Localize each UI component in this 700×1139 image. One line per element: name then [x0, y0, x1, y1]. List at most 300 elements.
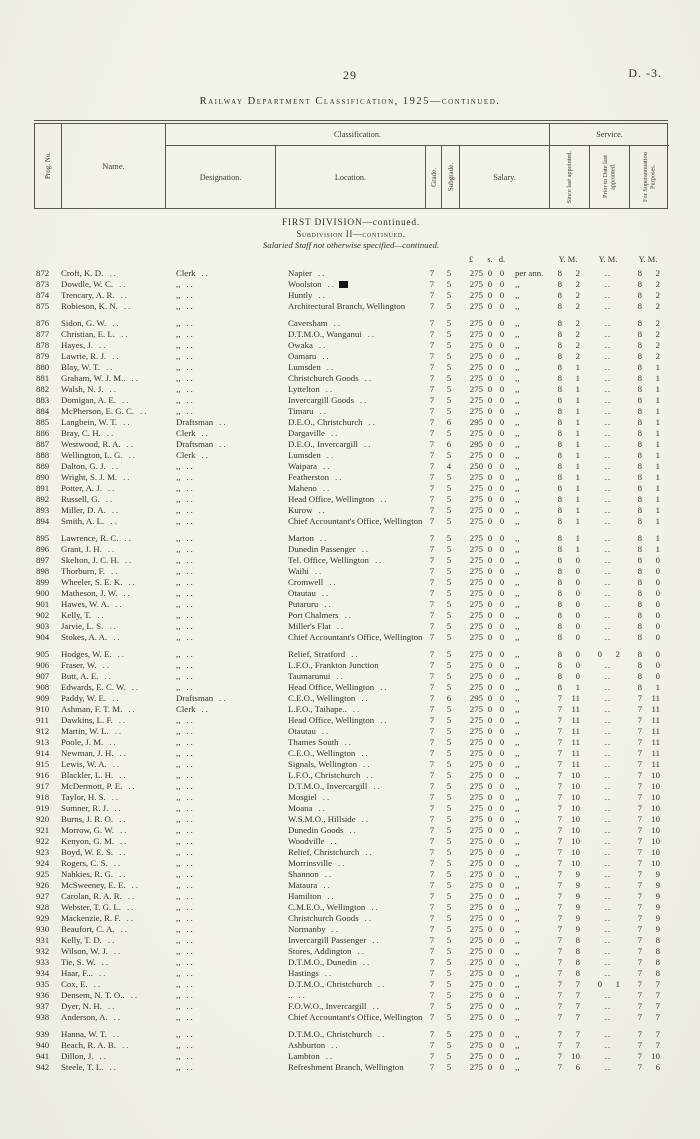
- row-prog-no: 878: [36, 340, 50, 350]
- row-salary-pence: 0: [499, 516, 505, 526]
- leader-dots: ..: [330, 836, 339, 846]
- row-per-annum: ,,: [515, 362, 520, 372]
- service-months: 1: [575, 682, 580, 692]
- row-service-prior: [588, 472, 628, 483]
- row-prog-no: 913: [36, 737, 50, 747]
- table-row: [34, 781, 668, 792]
- row-subgrade: 5: [446, 621, 452, 631]
- row-subgrade: 5: [446, 516, 452, 526]
- row-salary-pounds: 250: [469, 461, 483, 471]
- row-grade: 7: [429, 979, 435, 989]
- row-name: Ashman, F. T. M. ..: [61, 704, 137, 714]
- row-salary-pence: 0: [499, 715, 505, 725]
- row-location: Lambton ..: [288, 1051, 335, 1061]
- row-prog-no: 880: [36, 362, 50, 372]
- service-months: 10: [651, 781, 660, 791]
- service-years: 8: [557, 494, 562, 504]
- row-salary-shillings: 0: [487, 1040, 493, 1050]
- row-location: Cromwell ..: [288, 577, 338, 587]
- row-service-prior: [588, 268, 628, 279]
- row-location: Signals, Wellington ..: [288, 759, 372, 769]
- header-subgrade-label: Subgrade.: [446, 162, 455, 192]
- row-name: Hodges, W. E. ..: [61, 649, 126, 659]
- row-salary-shillings: 0: [487, 671, 493, 681]
- row-service-prior: [588, 632, 628, 643]
- service-years: 8: [637, 533, 642, 543]
- row-salary-pounds: 275: [469, 301, 483, 311]
- row-service-prior: [588, 505, 628, 516]
- row-service-since: [548, 450, 588, 461]
- service-years: 8: [557, 544, 562, 554]
- row-service-since: [548, 902, 588, 913]
- row-prog-no: 928: [36, 902, 50, 912]
- row-salary-pounds: 275: [469, 362, 483, 372]
- row-service-super: [628, 891, 668, 902]
- service-years: 8: [557, 505, 562, 515]
- row-salary-shillings: 0: [487, 621, 493, 631]
- row-location: Dunedin Passenger ..: [288, 544, 371, 554]
- row-service-since: [548, 384, 588, 395]
- row-location: C.M.E.O., Wellington ..: [288, 902, 380, 912]
- row-service-super: [628, 880, 668, 891]
- leader-dots: ..: [219, 693, 228, 703]
- row-subgrade: 5: [446, 544, 452, 554]
- row-subgrade: 5: [446, 913, 452, 923]
- service-months: 9: [575, 913, 580, 923]
- service-months: 1: [655, 494, 660, 504]
- row-location: C.E.O., Wellington ..: [288, 748, 370, 758]
- leader-dots: ..: [380, 682, 389, 692]
- leader-dots: ..: [119, 869, 128, 879]
- row-prog-no: 923: [36, 847, 50, 857]
- leader-dots: ..: [123, 301, 133, 311]
- leader-dots: ..: [351, 649, 360, 659]
- table-row: [34, 351, 668, 362]
- row-per-annum: ,,: [515, 880, 520, 890]
- row-grade: 7: [429, 693, 435, 703]
- row-subgrade: 5: [446, 1062, 452, 1072]
- leader-dots: ..: [186, 748, 195, 758]
- row-service-since: [548, 825, 588, 836]
- service-years: 8: [557, 351, 562, 361]
- no-entry-dots: ..: [604, 759, 612, 769]
- row-service-since: [548, 869, 588, 880]
- row-salary-pounds: 275: [469, 483, 483, 493]
- row-service-super: [628, 566, 668, 577]
- service-months: 0: [655, 610, 660, 620]
- row-designation: ,, ..: [176, 351, 195, 361]
- leader-dots: ..: [380, 715, 389, 725]
- service-months: 2: [655, 318, 660, 328]
- row-prog-no: 885: [36, 417, 50, 427]
- leader-dots: ..: [186, 395, 195, 405]
- leader-dots: ..: [318, 505, 327, 515]
- table-row: [34, 1001, 668, 1012]
- row-service-since: [548, 704, 588, 715]
- row-service-prior: [588, 566, 628, 577]
- row-service-prior: [588, 1001, 628, 1012]
- row-service-prior: [588, 968, 628, 979]
- row-service-prior: [588, 880, 628, 891]
- row-designation: ,, ..: [176, 599, 195, 609]
- service-months: 7: [655, 1040, 660, 1050]
- row-per-annum: ,,: [515, 891, 520, 901]
- row-location: Taumarunui ..: [288, 671, 345, 681]
- row-salary-pounds: 275: [469, 472, 483, 482]
- section-division: FIRST DIVISION—continued.: [281, 218, 421, 228]
- row-per-annum: ,,: [515, 792, 520, 802]
- row-location: Relief, Stratford ..: [288, 649, 360, 659]
- row-grade: 7: [429, 610, 435, 620]
- row-grade: 7: [429, 329, 435, 339]
- row-salary-pounds: 275: [469, 290, 483, 300]
- service-years: 8: [637, 505, 642, 515]
- row-prog-no: 927: [36, 891, 50, 901]
- row-salary-pence: 0: [499, 340, 505, 350]
- service-years: 8: [557, 588, 562, 598]
- row-service-since: [548, 803, 588, 814]
- service-years: 7: [557, 1029, 562, 1039]
- row-service-super: [628, 902, 668, 913]
- row-prog-no: 933: [36, 957, 50, 967]
- row-salary-pounds: 275: [469, 858, 483, 868]
- row-designation: ,, ..: [176, 836, 195, 846]
- years-months-unit-since: Y. M.: [558, 255, 578, 264]
- row-prog-no: 875: [36, 301, 50, 311]
- no-entry-dots: ..: [604, 632, 612, 642]
- service-months: 2: [655, 290, 660, 300]
- row-service-since: [548, 268, 588, 279]
- row-service-since: [548, 935, 588, 946]
- leader-dots: ..: [325, 384, 335, 394]
- row-service-since: [548, 472, 588, 483]
- row-salary-shillings: 0: [487, 836, 493, 846]
- leader-dots: ..: [371, 902, 380, 912]
- no-entry-dots: ..: [604, 329, 612, 339]
- row-grade: 7: [429, 279, 435, 289]
- row-location: Port Chalmers ..: [288, 610, 353, 620]
- row-grade: 7: [429, 544, 435, 554]
- table-row: [34, 1040, 668, 1051]
- row-salary-pounds: 275: [469, 544, 483, 554]
- service-months: 1: [575, 450, 580, 460]
- service-months: 9: [655, 891, 660, 901]
- row-salary-pence: 0: [499, 671, 505, 681]
- no-entry-dots: ..: [604, 566, 612, 576]
- row-subgrade: 5: [446, 279, 452, 289]
- row-salary-shillings: 0: [487, 544, 493, 554]
- row-service-prior: [588, 1062, 628, 1073]
- row-prog-no: 881: [36, 373, 50, 383]
- no-entry-dots: ..: [604, 792, 612, 802]
- row-salary-pence: 0: [499, 990, 505, 1000]
- no-entry-dots: ..: [604, 555, 612, 565]
- row-name: Domigan, A. E. ..: [61, 395, 131, 405]
- table-row: [34, 759, 668, 770]
- leader-dots: ..: [318, 803, 327, 813]
- row-salary-pence: 0: [499, 682, 505, 692]
- row-subgrade: 5: [446, 792, 452, 802]
- row-per-annum: ,,: [515, 726, 520, 736]
- service-years: 7: [637, 737, 642, 747]
- row-salary-pounds: 275: [469, 671, 483, 681]
- row-service-super: [628, 450, 668, 461]
- row-salary-pence: 0: [499, 577, 505, 587]
- no-entry-dots: ..: [604, 351, 612, 361]
- row-name: Newman, J. H. ..: [61, 748, 128, 758]
- row-designation: ,, ..: [176, 825, 195, 835]
- service-years: 7: [637, 814, 642, 824]
- row-location: Marton ..: [288, 533, 329, 543]
- row-designation: ,, ..: [176, 792, 195, 802]
- service-months: 1: [575, 544, 580, 554]
- row-prog-no: 897: [36, 555, 50, 565]
- row-salary-pounds: 275: [469, 726, 483, 736]
- leader-dots: ..: [123, 417, 132, 427]
- leader-dots: ..: [372, 1001, 381, 1011]
- row-salary-pence: 0: [499, 814, 505, 824]
- service-months: 1: [615, 979, 620, 989]
- leader-dots: ..: [109, 384, 118, 394]
- leader-dots: ..: [362, 957, 372, 967]
- row-location: Oamaru ..: [288, 351, 331, 361]
- leader-dots: ..: [128, 450, 138, 460]
- leader-dots: ..: [120, 924, 129, 934]
- row-grade: 7: [429, 935, 435, 945]
- row-service-prior: [588, 825, 628, 836]
- row-subgrade: 5: [446, 1051, 452, 1061]
- service-years: 7: [557, 858, 562, 868]
- service-years: 7: [557, 891, 562, 901]
- table-row: [34, 704, 668, 715]
- leader-dots: ..: [186, 825, 195, 835]
- service-years: 8: [637, 279, 642, 289]
- leader-dots: ..: [112, 318, 121, 328]
- row-designation: ,, ..: [176, 682, 195, 692]
- row-service-since: [548, 632, 588, 643]
- table-row: [34, 836, 668, 847]
- row-subgrade: 5: [446, 588, 452, 598]
- service-years: 7: [557, 957, 562, 967]
- service-years: 7: [557, 825, 562, 835]
- row-salary-pence: 0: [499, 533, 505, 543]
- row-service-super: [628, 621, 668, 632]
- row-service-prior: [588, 759, 628, 770]
- service-months: 8: [655, 957, 660, 967]
- row-salary-pence: 0: [499, 362, 505, 372]
- row-location: Moana ..: [288, 803, 327, 813]
- service-years: 8: [637, 671, 642, 681]
- header-since-last-appointed: [549, 146, 589, 208]
- service-months: 1: [575, 483, 580, 493]
- no-entry-dots: ..: [604, 968, 612, 978]
- service-months: 0: [655, 649, 660, 659]
- row-designation: ,, ..: [176, 935, 195, 945]
- row-grade: 7: [429, 406, 435, 416]
- row-service-since: [548, 924, 588, 935]
- row-designation: Clerk ..: [176, 704, 210, 714]
- page-title: Railway Department Classification, 1925—continued.: [199, 96, 501, 107]
- leader-dots: ..: [186, 1062, 195, 1072]
- row-grade: 7: [429, 869, 435, 879]
- row-location: Waipara ..: [288, 461, 332, 471]
- row-designation: ,, ..: [176, 1012, 195, 1022]
- units-row: [34, 254, 668, 265]
- header-designation: Designation.: [165, 146, 275, 208]
- row-per-annum: ,,: [515, 318, 520, 328]
- leader-dots: ..: [323, 461, 332, 471]
- row-service-prior: [588, 351, 628, 362]
- leader-dots: ..: [97, 610, 106, 620]
- leader-dots: ..: [186, 836, 195, 846]
- row-service-since: [548, 770, 588, 781]
- row-service-prior: [588, 737, 628, 748]
- row-service-since: [548, 588, 588, 599]
- service-years: 8: [637, 660, 642, 670]
- leader-dots: ..: [186, 329, 195, 339]
- no-entry-dots: ..: [604, 362, 612, 372]
- row-name: Wellington, L. G. ..: [61, 450, 138, 460]
- service-months: 1: [575, 533, 580, 543]
- ink-blot: [339, 281, 348, 288]
- row-salary-pence: 0: [499, 803, 505, 813]
- row-name: Densem, N. T. O.. ..: [61, 990, 140, 1000]
- service-years: 8: [557, 621, 562, 631]
- service-months: 1: [575, 395, 580, 405]
- leader-dots: ..: [333, 318, 342, 328]
- row-salary-pounds: 275: [469, 516, 483, 526]
- table-row: [34, 555, 668, 566]
- service-months: 10: [571, 858, 580, 868]
- row-salary-pounds: 275: [469, 913, 483, 923]
- row-location: Lumsden ..: [288, 450, 336, 460]
- leader-dots: ..: [201, 704, 210, 714]
- leader-dots: ..: [186, 715, 195, 725]
- row-grade: 7: [429, 726, 435, 736]
- row-service-since: [548, 483, 588, 494]
- row-designation: Clerk ..: [176, 268, 210, 278]
- row-salary-shillings: 0: [487, 599, 493, 609]
- row-subgrade: 5: [446, 891, 452, 901]
- leader-dots: ..: [364, 373, 374, 383]
- row-name: McSweeney, E. E. ..: [61, 880, 141, 890]
- row-name: McDermott, P. E. ..: [61, 781, 137, 791]
- service-months: 10: [651, 825, 660, 835]
- row-salary-shillings: 0: [487, 406, 493, 416]
- row-salary-pence: 0: [499, 439, 505, 449]
- row-salary-pence: 0: [499, 1051, 505, 1061]
- service-years: 7: [637, 693, 642, 703]
- row-location: D.E.O., Invercargill ..: [288, 439, 373, 449]
- row-location: D.T.M.O., Wanganui ..: [288, 329, 377, 339]
- row-designation: ,, ..: [176, 913, 195, 923]
- row-service-super: [628, 1012, 668, 1023]
- row-prog-no: 873: [36, 279, 50, 289]
- row-grade: 7: [429, 588, 435, 598]
- row-grade: 7: [429, 428, 435, 438]
- service-months: 0: [575, 555, 580, 565]
- row-service-prior: [588, 715, 628, 726]
- row-salary-pence: 0: [499, 748, 505, 758]
- leader-dots: ..: [107, 544, 117, 554]
- no-entry-dots: ..: [604, 726, 612, 736]
- service-months: 0: [655, 555, 660, 565]
- row-designation: ,, ..: [176, 505, 195, 515]
- row-service-super: [628, 737, 668, 748]
- row-salary-pounds: 275: [469, 588, 483, 598]
- no-entry-dots: ..: [604, 825, 612, 835]
- row-name: Beaufort, C. A. ..: [61, 924, 129, 934]
- row-salary-shillings: 0: [487, 759, 493, 769]
- row-service-prior: [588, 704, 628, 715]
- row-service-prior: [588, 1012, 628, 1023]
- service-months: 0: [655, 621, 660, 631]
- leader-dots: ..: [326, 362, 336, 372]
- service-months: 2: [655, 340, 660, 350]
- row-service-super: [628, 913, 668, 924]
- service-years: 7: [637, 979, 642, 989]
- row-per-annum: ,,: [515, 660, 520, 670]
- row-salary-pence: 0: [499, 891, 505, 901]
- row-designation: ,, ..: [176, 990, 195, 1000]
- row-service-prior: [588, 533, 628, 544]
- service-months: 9: [575, 869, 580, 879]
- row-service-since: [548, 858, 588, 869]
- leader-dots: ..: [186, 803, 195, 813]
- row-designation: ,, ..: [176, 803, 195, 813]
- row-name: Martin, W. L. ..: [61, 726, 124, 736]
- row-location: Waihi ..: [288, 566, 324, 576]
- row-prog-no: 916: [36, 770, 50, 780]
- row-name: Skelton, J. C. H. ..: [61, 555, 134, 565]
- leader-dots: ..: [109, 1062, 118, 1072]
- service-years: 7: [557, 1012, 562, 1022]
- row-subgrade: 5: [446, 301, 452, 311]
- row-service-super: [628, 836, 668, 847]
- row-per-annum: ,,: [515, 781, 520, 791]
- row-location: Architectural Branch, Wellington: [288, 301, 406, 311]
- service-years: 7: [557, 803, 562, 813]
- row-salary-pence: 0: [499, 544, 505, 554]
- row-service-prior: [588, 957, 628, 968]
- service-years: 7: [637, 770, 642, 780]
- row-service-prior: [588, 428, 628, 439]
- row-location: Kurow ..: [288, 505, 327, 515]
- service-years: 8: [637, 428, 642, 438]
- row-location: Lyttelton ..: [288, 384, 335, 394]
- row-service-prior: [588, 516, 628, 527]
- row-name: Stokes, A. A. ..: [61, 632, 122, 642]
- row-salary-shillings: 0: [487, 726, 493, 736]
- row-location: Tel. Office, Wellington ..: [288, 555, 384, 565]
- row-service-prior: [588, 924, 628, 935]
- section-subdivision: Subdivision II—continued.: [296, 229, 406, 239]
- row-grade: 7: [429, 836, 435, 846]
- service-years: 7: [637, 726, 642, 736]
- table-row: [34, 737, 668, 748]
- leader-dots: ..: [186, 279, 195, 289]
- row-salary-pounds: 275: [469, 979, 483, 989]
- row-salary-pence: 0: [499, 1012, 505, 1022]
- row-service-since: [548, 847, 588, 858]
- no-entry-dots: ..: [604, 770, 612, 780]
- row-name: Mackenzie, R. F. ..: [61, 913, 136, 923]
- row-service-prior: [588, 544, 628, 555]
- row-designation: ,, ..: [176, 588, 195, 598]
- leader-dots: ..: [186, 924, 195, 934]
- service-months: 1: [655, 384, 660, 394]
- service-months: 2: [575, 340, 580, 350]
